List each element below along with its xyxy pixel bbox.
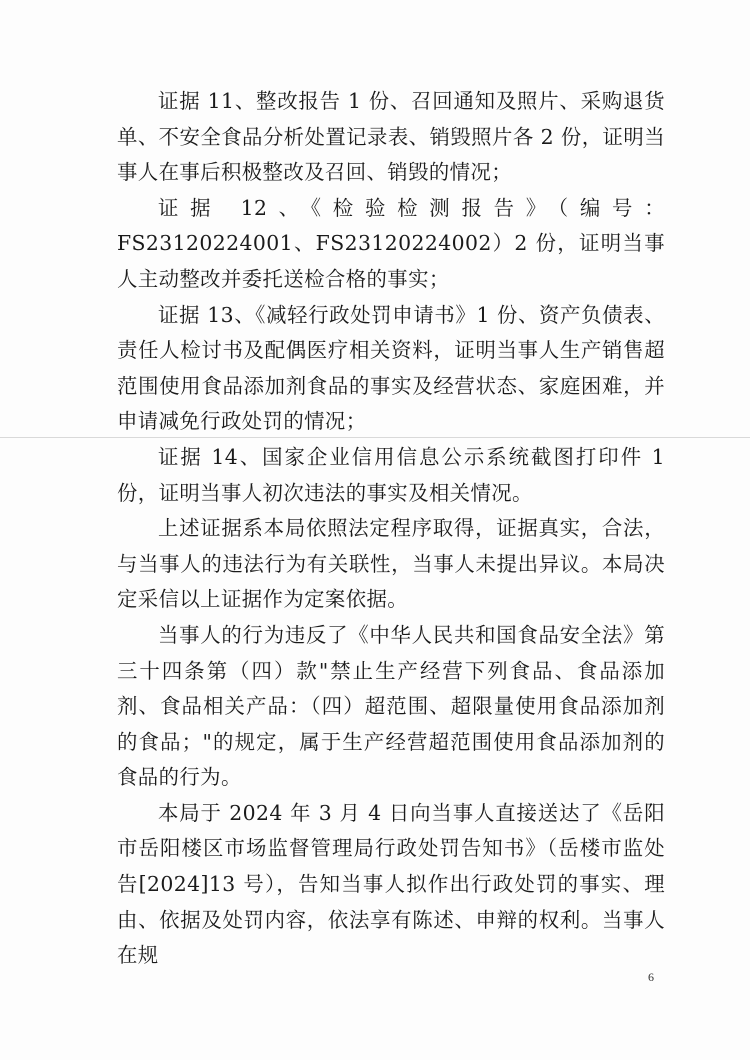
page-number: 6 <box>648 970 654 984</box>
paragraph-evidence-14: 证据 14、国家企业信用信息公示系统截图打印件 1 份，证明当事人初次违法的事实及相关情况。 <box>117 444 665 505</box>
paragraph-violation: 当事人的行为违反了《中华人民共和国食品安全法》第三十四条第（四）款"禁止生产经营下列食品、食品添加剂、食品相关产品：（四）超范围、超限量使用食品添加剂的食品；"的规定，属于生产经营超范围使用食品添加剂的食品的行为。 <box>117 622 665 790</box>
paragraph-evidence-12: 证据 12、《检验检测报告》（编号：FS23120224001、FS23120224002）2 份，证明当事人主动整改并委托送检合格的事实； <box>117 195 665 291</box>
document-body <box>117 84 665 974</box>
paragraph-notice-delivery: 本局于 2024 年 3 月 4 日向当事人直接送达了《岳阳市岳阳楼区市场监督管理局行政处罚告知书》（岳楼市监处告[2024]13 号），告知当事人拟作出行政处罚的事实、理由、依据及处罚内容，依法享有陈述、申辩的权利。当事人在规 <box>117 800 665 968</box>
paragraph-evidence-summary: 上述证据系本局依照法定程序取得，证据真实，合法，与当事人的违法行为有关联性，当事人未提出异议。本局决定采信以上证据作为定案依据。 <box>117 516 665 612</box>
paragraph-evidence-13: 证据 13、《减轻行政处罚申请书》1 份、资产负债表、责任人检讨书及配偶医疗相关资料，证明当事人生产销售超范围使用食品添加剂食品的事实及经营状态、家庭困难，并申请减免行政处罚的情况； <box>117 302 665 434</box>
paragraph-evidence-11: 证据 11、整改报告 1 份、召回通知及照片、采购退货单、不安全食品分析处置记录表、销毁照片各 2 份，证明当事人在事后积极整改及召回、销毁的情况； <box>117 89 665 185</box>
